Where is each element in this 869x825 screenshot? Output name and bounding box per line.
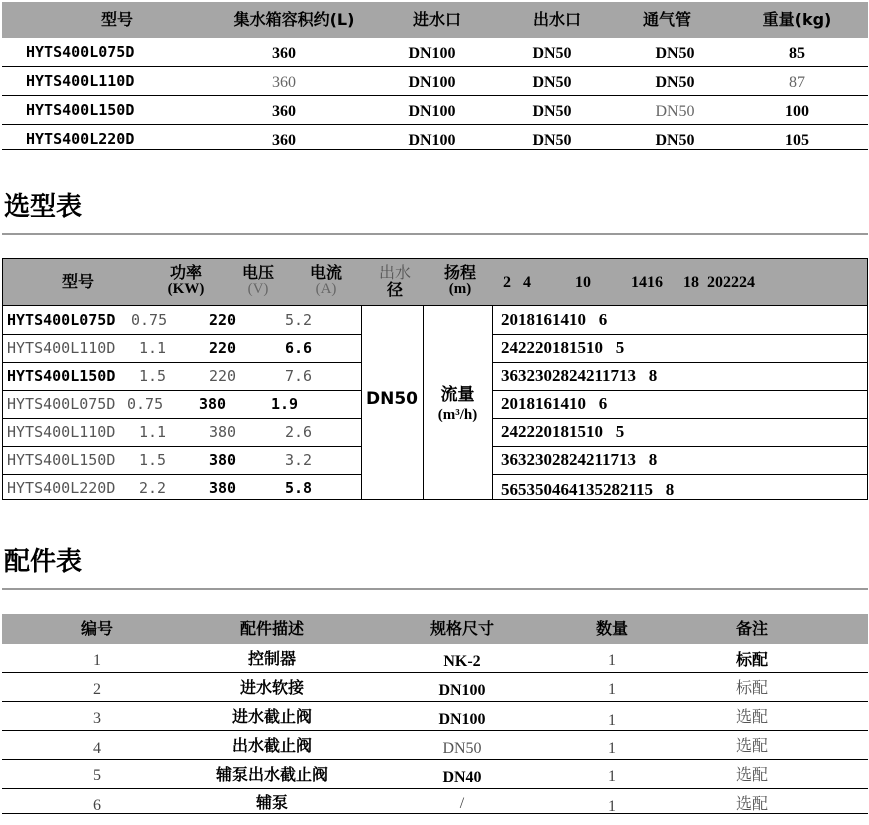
header-desc: 配件描述 <box>239 619 304 638</box>
header-head-unit: (m) <box>448 281 472 297</box>
model-cell: HYTS400L220D <box>26 130 135 148</box>
parts-table-header <box>2 614 868 644</box>
table-row <box>3 418 361 447</box>
table-row <box>2 38 868 67</box>
current-cell: 5.8 <box>285 479 313 497</box>
section-divider <box>2 233 868 235</box>
inlet-cell: DN100 <box>408 74 456 91</box>
flow-row <box>493 418 867 447</box>
weight-cell: 85 <box>789 45 805 62</box>
header-outlet-label-2: 径 <box>386 280 403 299</box>
table-row <box>2 96 868 125</box>
no-cell: 5 <box>93 767 101 784</box>
table-row <box>2 673 868 702</box>
model-cell: HYTS400L110D <box>7 339 116 357</box>
flow-cell: 3632302824211713 8 <box>501 450 658 469</box>
inlet-cell: DN100 <box>408 45 456 62</box>
flow-row <box>493 446 867 475</box>
table-row <box>3 390 361 419</box>
voltage-cell: 220 <box>209 367 237 385</box>
model-cell: HYTS400L220D <box>7 479 116 497</box>
desc-cell: 出水截止阀 <box>231 736 312 755</box>
model-cell: HYTS400L150D <box>7 367 116 385</box>
flow-row <box>493 306 867 335</box>
power-cell: 2.2 <box>139 479 167 497</box>
voltage-cell: 380 <box>209 479 237 497</box>
parts-table <box>2 614 868 813</box>
outlet-cell: DN50 <box>532 132 572 149</box>
table-row <box>2 67 868 96</box>
note-cell: 选配 <box>735 765 768 784</box>
model-cell: HYTS400L150D <box>7 451 116 469</box>
header-head-values: 2 4 10 1416 18 202224 <box>503 274 755 291</box>
current-cell: 1.9 <box>271 395 299 413</box>
voltage-cell: 380 <box>199 395 227 413</box>
note-cell: 选配 <box>735 707 768 726</box>
header-current-label: 电流 <box>309 263 342 282</box>
power-cell: 0.75 <box>131 311 168 329</box>
qty-cell: 1 <box>608 652 616 669</box>
volume-cell: 360 <box>272 103 296 120</box>
section-divider <box>2 588 868 590</box>
current-cell: 7.6 <box>285 367 313 385</box>
header-power <box>161 264 211 298</box>
model-cell: HYTS400L075D <box>26 43 135 61</box>
table-row <box>3 306 361 335</box>
model-cell: HYTS400L110D <box>26 72 135 90</box>
desc-cell: 辅泵 <box>255 793 288 812</box>
flow-row <box>493 334 867 363</box>
volume-cell: 360 <box>272 132 296 149</box>
table-row <box>2 125 868 150</box>
header-current <box>301 264 351 298</box>
header-inlet: 进水口 <box>412 10 461 29</box>
header-power-label: 功率 <box>169 263 202 282</box>
flow-cell: 3632302824211713 8 <box>501 366 658 385</box>
header-no: 编号 <box>80 619 113 638</box>
outlet-cell: DN50 <box>532 103 572 120</box>
weight-cell: 105 <box>785 132 809 149</box>
selection-title: 选型表 <box>4 192 83 222</box>
outlet-diameter-value: DN50 <box>366 389 418 409</box>
desc-cell: 控制器 <box>247 649 296 668</box>
table-row <box>2 760 868 789</box>
volume-cell: 360 <box>272 74 296 91</box>
table-row <box>3 334 361 363</box>
header-weight: 重量(kg) <box>762 10 832 29</box>
vent-cell: DN50 <box>655 132 695 149</box>
qty-cell: 1 <box>608 681 616 698</box>
flow-cell: 2018161410 6 <box>501 310 608 329</box>
voltage-cell: 380 <box>209 423 237 441</box>
flow-cell: 242220181510 5 <box>501 422 625 441</box>
voltage-cell: 380 <box>209 451 237 469</box>
spec-cell: DN100 <box>438 711 486 728</box>
current-cell: 3.2 <box>285 451 313 469</box>
power-cell: 1.1 <box>139 423 167 441</box>
weight-cell: 100 <box>785 103 809 120</box>
flow-label <box>423 385 492 425</box>
spec-cell: / <box>459 795 465 812</box>
qty-cell: 1 <box>608 712 616 729</box>
flow-cell: 242220181510 5 <box>501 338 625 357</box>
table-row <box>3 362 361 391</box>
qty-cell: 1 <box>608 768 616 785</box>
model-cell: HYTS400L075D <box>7 395 116 413</box>
no-cell: 4 <box>93 740 101 757</box>
header-model: 型号 <box>61 272 94 291</box>
current-cell: 5.2 <box>285 311 313 329</box>
weight-cell: 87 <box>789 74 805 91</box>
header-current-unit: (A) <box>315 281 337 297</box>
qty-cell: 1 <box>608 798 616 815</box>
table-row <box>3 474 361 499</box>
header-outlet-label: 出水 <box>378 263 411 282</box>
current-cell: 2.6 <box>285 423 313 441</box>
spec-cell: DN100 <box>438 682 486 699</box>
spec-table-header <box>2 2 868 38</box>
model-cell: HYTS400L150D <box>26 101 135 119</box>
header-spec: 规格尺寸 <box>429 619 494 638</box>
no-cell: 1 <box>93 652 101 669</box>
power-cell: 1.1 <box>139 339 167 357</box>
voltage-cell: 220 <box>209 311 237 329</box>
model-cell: HYTS400L110D <box>7 423 116 441</box>
header-head <box>431 264 489 298</box>
flow-cell: 565350464135282115 8 <box>501 480 675 499</box>
inlet-cell: DN100 <box>408 132 456 149</box>
outlet-cell: DN50 <box>532 74 572 91</box>
header-voltage-label: 电压 <box>241 263 274 282</box>
spec-cell: DN40 <box>442 769 482 786</box>
desc-cell: 辅泵出水截止阀 <box>215 765 328 784</box>
power-cell: 0.75 <box>127 395 164 413</box>
header-outlet: 出水口 <box>532 10 581 29</box>
header-qty: 数量 <box>595 619 628 638</box>
vent-cell: DN50 <box>655 103 695 120</box>
header-note: 备注 <box>735 619 768 638</box>
vent-cell: DN50 <box>655 45 695 62</box>
no-cell: 2 <box>93 681 101 698</box>
no-cell: 3 <box>93 710 101 727</box>
table-row <box>2 731 868 760</box>
note-cell: 标配 <box>735 650 768 669</box>
table-row <box>3 446 361 475</box>
header-voltage <box>233 264 283 298</box>
flow-row <box>493 474 867 499</box>
vent-cell: DN50 <box>655 74 695 91</box>
spec-cell: NK-2 <box>443 653 481 670</box>
voltage-cell: 220 <box>209 339 237 357</box>
flow-row <box>493 362 867 391</box>
qty-cell: 1 <box>608 740 616 757</box>
header-voltage-unit: (V) <box>247 281 269 297</box>
outlet-cell: DN50 <box>532 45 572 62</box>
header-head-label: 扬程 <box>443 263 476 282</box>
no-cell: 6 <box>93 797 101 814</box>
model-cell: HYTS400L075D <box>7 311 116 329</box>
table-row <box>2 789 868 814</box>
current-cell: 6.6 <box>285 339 313 357</box>
spec-cell: DN50 <box>442 740 482 757</box>
selection-table <box>2 258 868 500</box>
table-row <box>2 644 868 673</box>
selection-table-header <box>3 259 867 306</box>
volume-cell: 360 <box>272 45 296 62</box>
note-cell: 标配 <box>735 678 768 697</box>
table-row <box>2 702 868 731</box>
header-volume: 集水箱容积约(L) <box>233 10 355 29</box>
desc-cell: 进水截止阀 <box>231 707 312 726</box>
spec-table <box>2 2 868 148</box>
note-cell: 选配 <box>735 736 768 755</box>
flow-label-text: 流量 <box>440 385 475 405</box>
power-cell: 1.5 <box>139 367 167 385</box>
header-power-unit: (KW) <box>167 281 205 297</box>
parts-title: 配件表 <box>4 547 83 577</box>
header-model: 型号 <box>100 10 133 29</box>
inlet-cell: DN100 <box>408 103 456 120</box>
desc-cell: 进水软接 <box>239 678 304 697</box>
note-cell: 选配 <box>735 794 768 813</box>
flow-cell: 2018161410 6 <box>501 394 608 413</box>
flow-row <box>493 390 867 419</box>
flow-unit: (m³/h) <box>437 407 478 423</box>
header-outlet-diameter <box>367 264 423 298</box>
power-cell: 1.5 <box>139 451 167 469</box>
header-vent: 通气管 <box>642 10 691 29</box>
